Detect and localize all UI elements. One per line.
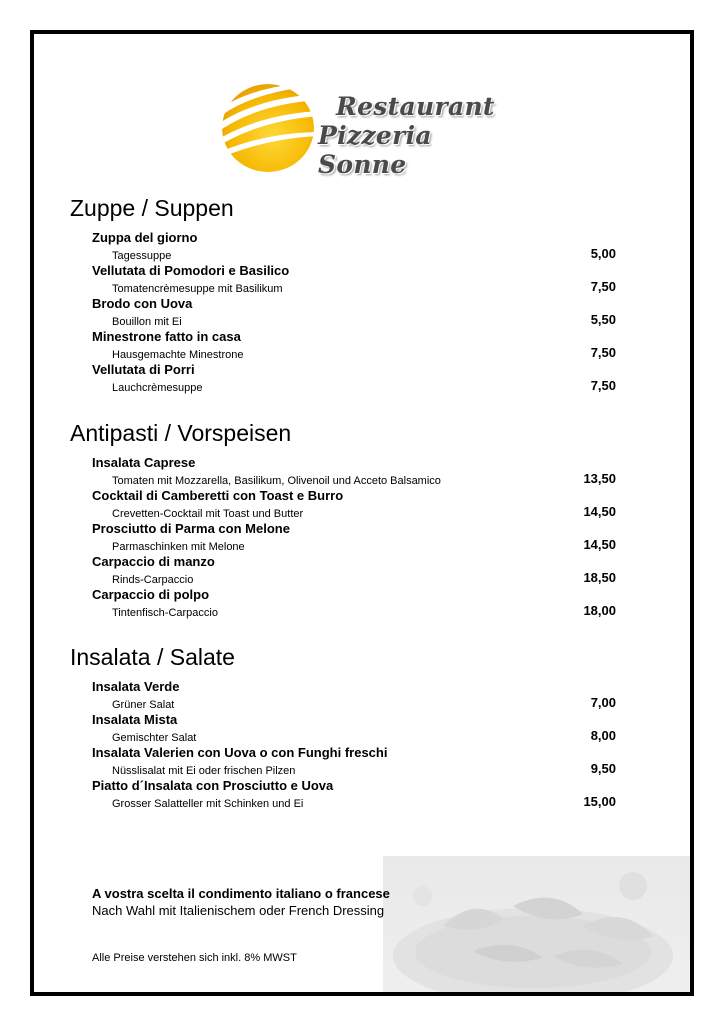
menu-page xyxy=(30,30,694,996)
item-description: Hausgemachte Minestrone xyxy=(112,349,244,361)
sun-icon xyxy=(220,82,320,174)
item-name: Insalata Mista xyxy=(92,712,178,727)
item-name: Piatto d´Insalata con Prosciutto e Uova xyxy=(92,778,334,793)
item-name: Insalata Caprese xyxy=(92,455,196,470)
restaurant-logo xyxy=(220,82,495,179)
item-price: 5,50 xyxy=(590,312,616,327)
item-price: 7,50 xyxy=(590,279,616,294)
item-price: 9,50 xyxy=(590,761,616,776)
item-price: 14,50 xyxy=(583,537,616,552)
menu-item xyxy=(92,296,630,329)
menu-item xyxy=(92,263,630,296)
item-name: Insalata Verde xyxy=(92,679,180,694)
item-price: 14,50 xyxy=(583,504,616,519)
menu-item xyxy=(92,488,630,521)
menu-item xyxy=(92,455,630,488)
menu-item xyxy=(92,712,630,745)
section-insalata xyxy=(70,643,630,811)
dressing-note-italian: A vostra scelta il condimento italiano o francese xyxy=(92,886,390,901)
item-name: Vellutata di Porri xyxy=(92,362,195,377)
item-name: Brodo con Uova xyxy=(92,296,193,311)
item-price: 8,00 xyxy=(590,728,616,743)
item-name: Carpaccio di polpo xyxy=(92,587,210,602)
item-description: Tagessuppe xyxy=(112,250,172,262)
section-antipasti xyxy=(70,419,630,620)
dressing-note-german: Nach Wahl mit Italienischem oder French Dressing xyxy=(92,903,385,918)
section-title: Insalata / Salate xyxy=(70,644,235,670)
item-description: Gemischter Salat xyxy=(112,732,197,744)
item-name: Carpaccio di manzo xyxy=(92,554,215,569)
item-description: Bouillon mit Ei xyxy=(112,316,182,328)
item-name: Cocktail di Camberetti con Toast e Burro xyxy=(92,488,344,503)
item-price: 18,50 xyxy=(583,570,616,585)
item-price: 18,00 xyxy=(583,603,616,618)
salad-plate-image xyxy=(383,856,694,996)
menu-item xyxy=(92,554,630,587)
section-title: Antipasti / Vorspeisen xyxy=(70,420,292,446)
section-title: Zuppe / Suppen xyxy=(70,195,234,221)
menu-item xyxy=(92,329,630,362)
menu-item xyxy=(92,745,630,778)
menu-item xyxy=(92,362,630,395)
menu-item xyxy=(92,778,630,811)
item-description: Lauchcrèmesuppe xyxy=(112,382,203,394)
item-price: 13,50 xyxy=(583,471,616,486)
item-description: Nüsslisalat mit Ei oder frischen Pilzen xyxy=(112,765,296,777)
item-price: 7,50 xyxy=(590,345,616,360)
vat-note: Alle Preise verstehen sich inkl. 8% MWST xyxy=(92,952,297,964)
item-name: Prosciutto di Parma con Melone xyxy=(92,521,290,536)
item-name: Vellutata di Pomodori e Basilico xyxy=(92,263,290,278)
item-description: Grosser Salatteller mit Schinken und Ei xyxy=(112,798,304,810)
item-description: Tomatencrèmesuppe mit Basilikum xyxy=(112,283,283,295)
item-description: Crevetten-Cocktail mit Toast und Butter xyxy=(112,508,304,520)
item-price: 5,00 xyxy=(590,246,616,261)
logo-line-restaurant: Restaurant xyxy=(336,92,495,121)
item-price: 15,00 xyxy=(583,794,616,809)
item-name: Insalata Valerien con Uova o con Funghi freschi xyxy=(92,745,388,760)
item-description: Parmaschinken mit Melone xyxy=(112,541,245,553)
item-name: Zuppa del giorno xyxy=(92,230,198,245)
item-price: 7,00 xyxy=(590,695,616,710)
logo-line-pizzeria: Pizzeria Sonne xyxy=(318,121,432,179)
item-name: Minestrone fatto in casa xyxy=(92,329,241,344)
item-description: Grüner Salat xyxy=(112,699,175,711)
menu-item xyxy=(92,587,630,620)
menu-item xyxy=(92,230,630,263)
logo-wordmark xyxy=(318,92,495,179)
section-zuppe xyxy=(70,194,630,395)
item-price: 7,50 xyxy=(590,378,616,393)
item-description: Tintenfisch-Carpaccio xyxy=(112,607,218,619)
salad-photo xyxy=(383,856,694,996)
item-description: Tomaten mit Mozzarella, Basilikum, Olivenoil und Acceto Balsamico xyxy=(112,475,441,487)
menu-item xyxy=(92,521,630,554)
item-description: Rinds-Carpaccio xyxy=(112,574,194,586)
menu-item xyxy=(92,679,630,712)
